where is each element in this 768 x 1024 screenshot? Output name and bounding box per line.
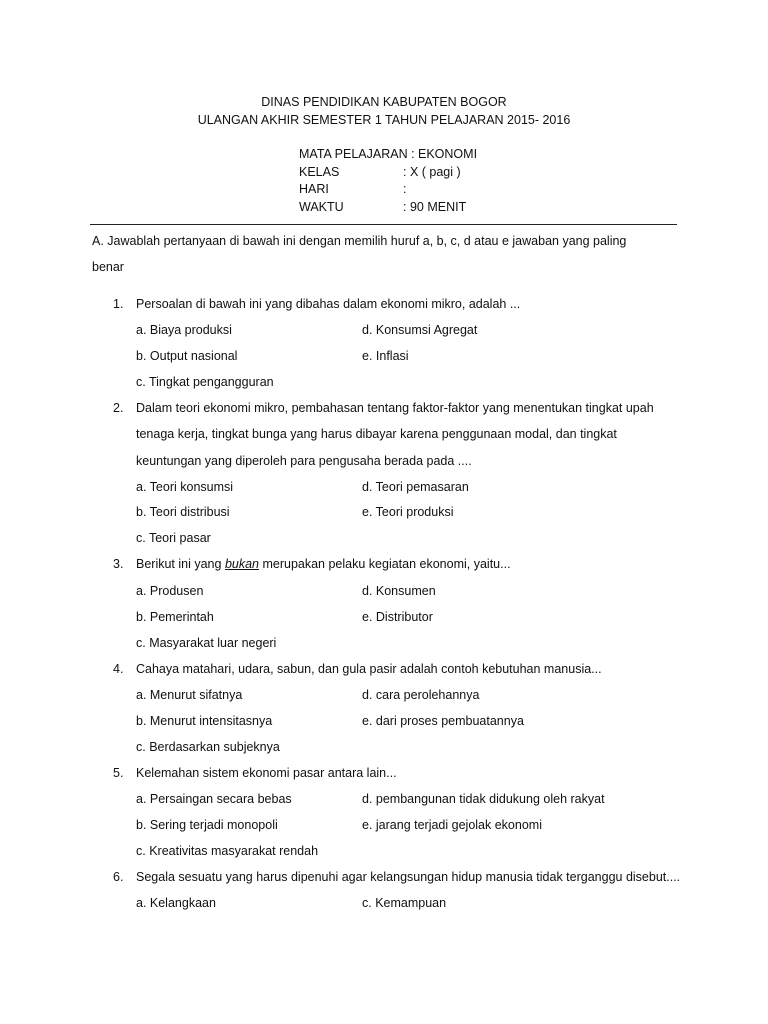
q5-option-a: a. Persaingan secara bebas bbox=[136, 792, 292, 806]
q6-text: Segala sesuatu yang harus dipenuhi agar kelangsungan hidup manusia tidak terganggu disebut.... bbox=[136, 870, 681, 884]
q2-option-e: e. Teori produksi bbox=[362, 505, 454, 519]
q4-number: 4. bbox=[113, 662, 124, 676]
q6-option-c: c. Kemampuan bbox=[362, 896, 447, 910]
day-label: HARI bbox=[299, 182, 329, 196]
time-label: WAKTU bbox=[299, 200, 344, 214]
q3-text-pre: Berikut ini yang bbox=[136, 557, 225, 571]
q5-option-b: b. Sering terjadi monopoli bbox=[136, 818, 278, 832]
q2-text-line-3: keuntungan yang diperoleh para pengusaha berada pada .... bbox=[136, 454, 472, 468]
q2-option-b: b. Teori distribusi bbox=[136, 505, 230, 519]
q4-option-d: d. cara perolehannya bbox=[362, 688, 480, 702]
q2-number: 2. bbox=[113, 401, 124, 415]
q5-option-c: c. Kreativitas masyarakat rendah bbox=[136, 844, 319, 858]
q5-option-e: e. jarang terjadi gejolak ekonomi bbox=[362, 818, 542, 832]
q4-text: Cahaya matahari, udara, sabun, dan gula pasir adalah contoh kebutuhan manusia... bbox=[136, 662, 602, 676]
q3-number: 3. bbox=[113, 557, 124, 571]
q1-option-c: c. Tingkat pengangguran bbox=[136, 375, 274, 389]
q1-option-a: a. Biaya produksi bbox=[136, 323, 232, 337]
day-value: : bbox=[403, 182, 407, 196]
q2-option-a: a. Teori konsumsi bbox=[136, 480, 234, 494]
class-label: KELAS bbox=[299, 165, 340, 179]
q3-text bbox=[136, 557, 511, 571]
q5-number: 5. bbox=[113, 766, 124, 780]
q5-text: Kelemahan sistem ekonomi pasar antara lain... bbox=[136, 766, 397, 780]
header-institution: DINAS PENDIDIKAN KABUPATEN BOGOR bbox=[261, 95, 507, 109]
q1-option-d: d. Konsumsi Agregat bbox=[362, 323, 478, 337]
instruction-line-2: benar bbox=[92, 260, 124, 274]
q2-option-c: c. Teori pasar bbox=[136, 531, 211, 545]
q4-option-b: b. Menurut intensitasnya bbox=[136, 714, 273, 728]
q6-option-a: a. Kelangkaan bbox=[136, 896, 216, 910]
time-value: : 90 MENIT bbox=[403, 200, 467, 214]
q6-number: 6. bbox=[113, 870, 124, 884]
q4-option-a: a. Menurut sifatnya bbox=[136, 688, 243, 702]
q3-text-post: merupakan pelaku kegiatan ekonomi, yaitu... bbox=[259, 557, 511, 571]
q3-option-c: c. Masyarakat luar negeri bbox=[136, 636, 277, 650]
q3-option-e: e. Distributor bbox=[362, 610, 433, 624]
q1-option-b: b. Output nasional bbox=[136, 349, 238, 363]
header-exam-title: ULANGAN AKHIR SEMESTER 1 TAHUN PELAJARAN 2015- 2016 bbox=[197, 113, 571, 127]
q3-option-d: d. Konsumen bbox=[362, 584, 436, 598]
q1-number: 1. bbox=[113, 297, 124, 311]
q3-option-a: a. Produsen bbox=[136, 584, 204, 598]
header-divider bbox=[90, 224, 677, 225]
class-value: : X ( pagi ) bbox=[403, 165, 461, 179]
q3-text-emphasis: bukan bbox=[224, 557, 259, 571]
q1-option-e: e. Inflasi bbox=[362, 349, 409, 363]
subject-line: MATA PELAJARAN : EKONOMI bbox=[299, 147, 478, 161]
q2-text-line-1: Dalam teori ekonomi mikro, pembahasan tentang faktor-faktor yang menentukan tingkat upah bbox=[136, 401, 654, 415]
q3-option-b: b. Pemerintah bbox=[136, 610, 214, 624]
q1-text: Persoalan di bawah ini yang dibahas dalam ekonomi mikro, adalah ... bbox=[136, 297, 521, 311]
q5-option-d: d. pembangunan tidak didukung oleh rakyat bbox=[362, 792, 605, 806]
q4-option-c: c. Berdasarkan subjeknya bbox=[136, 740, 280, 754]
q2-text-line-2: tenaga kerja, tingkat bunga yang harus dibayar karena penggunaan modal, dan tingkat bbox=[136, 427, 617, 441]
q4-option-e: e. dari proses pembuatannya bbox=[362, 714, 524, 728]
instruction-line-1: A. Jawablah pertanyaan di bawah ini dengan memilih huruf a, b, c, d atau e jawaban yang paling bbox=[92, 234, 627, 248]
q2-option-d: d. Teori pemasaran bbox=[362, 480, 469, 494]
